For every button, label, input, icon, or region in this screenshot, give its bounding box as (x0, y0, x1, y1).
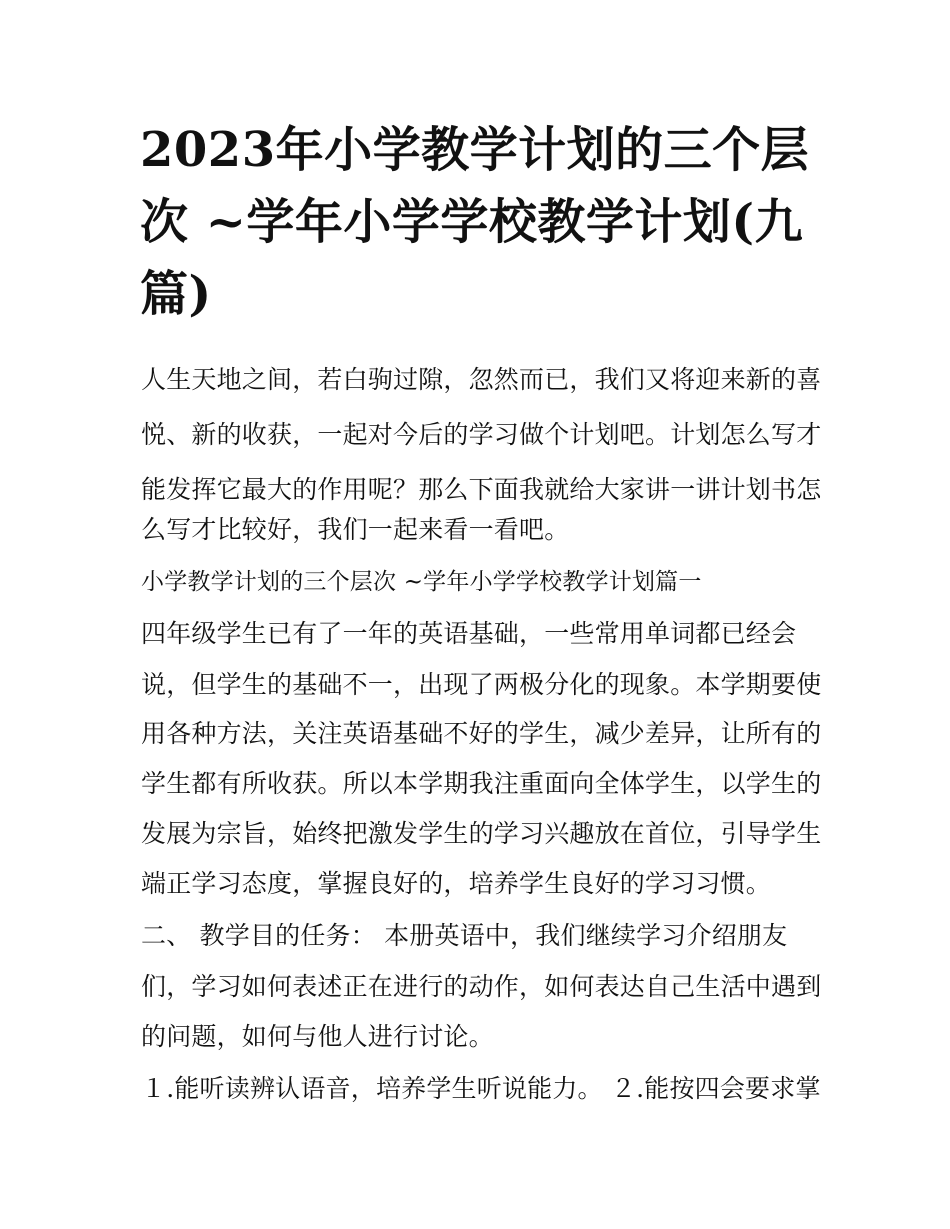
paragraph-line-4: 么写才比较好，我们一起来看一看吧。 (141, 515, 570, 544)
paragraph-line-2: 悦、新的收获，一起对今后的学习做个计划吧。计划怎么写才 (141, 420, 822, 449)
paragraph-line-14: 的问题，如何与他人进行讨论。 (141, 1022, 494, 1051)
paragraph-line-1: 人生天地之间，若白驹过隙，忽然而已，我们又将迎来新的喜 (141, 365, 822, 394)
paragraph-line-7: 说，但学生的基础不一，出现了两极分化的现象。本学期要使 (141, 670, 822, 699)
paragraph-line-9: 学生都有所收获。所以本学期我注重面向全体学生，以学生的 (141, 769, 822, 798)
paragraph-line-6: 四年级学生已有了一年的英语基础，一些常用单词都已经会 (141, 619, 797, 648)
paragraph-line-10: 发展为宗旨，始终把激发学生的学习兴趣放在首位，引导学生 (141, 819, 822, 848)
document-title: 2023年小学教学计划的三个层次 ~学年小学学校教学计划(九篇) (140, 122, 810, 322)
section-heading-line: 小学教学计划的三个层次 ~学年小学学校教学计划篇一 (141, 569, 702, 595)
paragraph-line-13: 们，学习如何表述正在进行的动作，如何表达自己生活中遇到 (141, 972, 822, 1001)
paragraph-line-11: 端正学习态度，掌握良好的，培养学生良好的学习习惯。 (141, 869, 772, 898)
paragraph-line-8: 用各种方法，关注英语基础不好的学生，减少差异，让所有的 (141, 719, 822, 748)
paragraph-line-15: １.能听读辨认语音，培养学生听说能力。 ２.能按四会要求掌 (141, 1074, 821, 1103)
paragraph-line-3: 能发挥它最大的作用呢？那么下面我就给大家讲一讲计划书怎 (141, 475, 822, 504)
paragraph-line-12: 二、 教学目的任务： 本册英语中，我们继续学习介绍朋友 (141, 921, 788, 950)
